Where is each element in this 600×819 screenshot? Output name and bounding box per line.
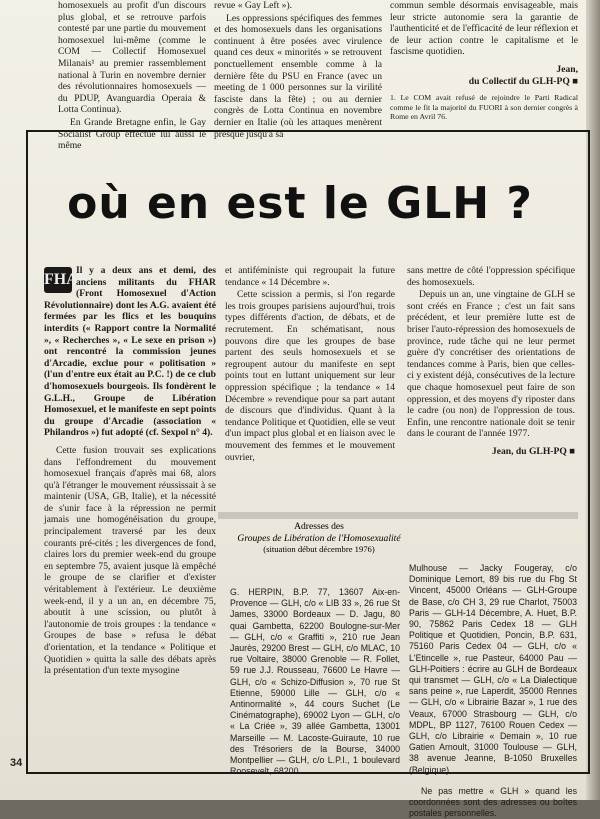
- top-column-3: [390, 0, 578, 121]
- article-column-2: [225, 265, 395, 464]
- top-col1-paragraph-1: homosexuels au profit d'un discours plus global, et se retrouve parfois contesté par une partie du mouvement homosexuel lui-même (comme le COM — Collectif Homosexuel Milanais¹ au premier rassemblement national à Turin en novembre dernier des révolutionnaires homosexuels — du PDUP, Avanguardia Operaia & Lotta Continua).: [58, 0, 206, 116]
- address-footnote: Ne pas mettre « GLH » quand les coordonnées sont des adresses ou boîtes postales personnelles.: [409, 785, 577, 819]
- page-number: 34: [10, 757, 23, 769]
- address-list-2-text: Mulhouse — Jacky Fougeray, c/o Dominique Lemort, 89 bis rue du Fbg St Vincent, 45000 Orléans — GLH-Groupe de Base, c/o CH 3, 29 rue Charlot, 75003 Paris — GLH-14 Décembre, A. Huet, B.P. 90, 75862 Paris Cedex 18 — GLH Politique et Quotidien, Poncin, B.P. 631, 75160 Paris Cedex 04 — GLH, c/o « L'Etincelle », rue Pasteur, 64000 Pau — GLH-Poitiers : écrire au GLH de Bordeaux qui transmet — GLH, c/o « La Dialectique sans peine », rue Laperdit, 35000 Rennes — GLH, c/o « Librairie Bazar », 1 rue des Veaux, 67000 Strasbourg — GLH, c/o MDPL, BP 1127, 76100 Rouen Cedex — GLH, c/o Librairie « Demain », 10 rue Gatien Arnoult, 31000 Toulouse — GLH, 38 avenue Jeanne, B-1050 Bruxelles (Belgique).: [409, 563, 577, 775]
- article-col2-p1: et antiféministe qui regroupait la future tendance « 14 Décembre ».: [225, 265, 395, 288]
- address-note: (situation début décembre 1976): [263, 544, 375, 555]
- article-col1-body: Cette fusion trouvait ses explications dans l'effondrement du mouvement homosexuel français d'après mai 68, alors qu'à l'étranger le mouvement réussissait à se maintenir (USA, GB, Italie), et la nécessité de s'unir face à la répression ne permit jamais une homogénéisation du groupe, principalement traversé par les deux courants pré-cités ; les divergences de fond, claires lors du premier week-end du groupe en septembre 75, avaient jusque là empêché le groupe de se clarifier et d'exister véritablement à l'extérieur. Le deuxième week-end, il y a un an, en décembre 75, aboutit à une scission, ou plutôt à l'autonomie de trois groupes : la tendance « Groupes de base » refusa le débat d'orientation, et la tendance « Politique et Quotidien » quitta la salle des débats après la présentation d'un texte mysogine: [44, 444, 216, 677]
- article-lead-text: Il y a deux ans et demi, des anciens militants du FHAR (Front Homosexuel d'Action Révolutionnaire) dont les A.G. avaient été fermées par les flics et les bouquins interdits (« Rapport contre la Normalité », « Recherches », « Le sexe en prison ») ont rencontré la commission jeunes d'Arcadie, exclue pour « politisation » (l'un d'entre eux était au P.C. !) de ce club d'homosexuels bourgeois. Ils fondèrent le G.L.H., Groupe de Libération Homosexuel, et le manifeste en sept points du groupe d'Arcadie (association « Philandros ») fut adopté (cf. Sexpol n° 4).: [44, 265, 216, 439]
- article-col3-p1: sans mettre de côté l'oppression spécifique des homosexuels.: [407, 265, 575, 288]
- footnote: 1. Le COM avait refusé de rejoindre le Parti Radical comme le fit la majorité du FUORI à son dernier congrès à Rome en Avril 76.: [390, 93, 578, 121]
- top-col2-paragraph-2: Les oppressions spécifiques des femmes et des homosexuels dans les organisations continuent à être posées avec virulence quand ces deux « minorités » se retrouvent ponctuellement ensemble comme à la dernière fête du PSU en France (avec un meeting de 1 000 personnes sur la virilité fasciste dans la fête) ; ou au dernier congrès de Lotta Continua en novembre dernier en Italie (où les attaques menèrent presque jusqu'à sa: [214, 12, 382, 140]
- top-col1-paragraph-2: En Grande Bretagne enfin, le Gay Socialist Group effectue lui aussi le même: [58, 116, 206, 152]
- top-signature-group: du Collectif du GLH-PQ ■: [468, 75, 578, 87]
- article-title: où en est le GLH ?: [67, 178, 533, 229]
- address-header: [224, 505, 414, 556]
- address-list-2: [409, 563, 577, 819]
- article-col3-p2: Depuis un an, une vingtaine de GLH se sont créés en France ; c'est un fait sans précédent, et leur première lutte est de briser l'auto-répression des homosexuels de province, rude tâche qui ne leur permet guère d'y concrétiser des orientations de tendances comme à Paris, bien que celles-ci y existent déjà, consécutives de la lecture que chaque homosexuel peut faire de son oppression, et des moyens d'y riposter dans le cadre (ou non) de l'oppression de tous. Enfin, une rencontre nationale doit se tenir dans le courant de l'année 1977.: [407, 289, 575, 440]
- address-subheading: Groupes de Libération de l'Homosexualité: [237, 532, 401, 544]
- article-column-3: [407, 265, 575, 458]
- address-list-1: G. HERPIN, B.P. 77, 13607 Aix-en-Provence — GLH, c/o « LIB 33 », 26 rue St James, 33000 Bordeaux — D. Jagu, 80 quai Gambetta, 62200 Boulogne-sur-Mer — GLH, c/o « Graffiti », 210 rue Jean Jaurès, 29200 Brest — GLH, c/o MLAC, 10 rue Voltaire, 38000 Grenoble — R. Follet, 59 rue J.J. Rousseau, 76600 Le Havre — GLH, c/o « Schizo-Diffusion », 70 rue St Etienne, 59000 Lille — GLH, c/o « Antinormalité », 44 cours Suchet (Le Cinématographe), 69002 Lyon — GLH, c/o « La Criée », 39 allée Gambetta, 13001 Marseille — M. Lacoste-Guiraute, 10 rue des Trésoriers de la Bourse, 34000 Montpellier — GLH, c/o L.P.I., 1 boulevard Roosevelt, 68200: [230, 587, 400, 777]
- address-heading: Adresses des: [294, 521, 344, 532]
- article-signature: Jean, du GLH-PQ ■: [491, 445, 575, 457]
- top-signature-name: Jean,: [556, 63, 578, 75]
- fhar-logo: FHAR: [44, 267, 72, 293]
- article-lead: [44, 265, 216, 439]
- top-col3-paragraph: commun semble désormais envisageable, mais leur stricte autonomie sera la garantie de l'authenticité et de l'efficacité de leur réflexion et de leur action contre le capitalisme et le fascisme quotidien.: [390, 0, 578, 58]
- top-column-2: [214, 0, 382, 141]
- top-col2-paragraph-1: revue « Gay Left »).: [214, 0, 293, 11]
- article-col2-p2: Cette scission a permis, si l'on regarde les trois groupes parisiens aujourd'hui, trois types différents d'action, de débats, et de recrutement. En schématisant, nous pouvons dire que les groupes de base partent des seuls homosexuels et se regroupent autour du manifeste en sept points tout en luttant uniquement sur leur oppression spécifique ; la tendance « 14 Décembre » revendique pour sa part autant de discours que d'individus. Quant à la tendance Politique et Quotidien, elle se veut d'un impact plus global et en liaison avec le mouvement des femmes et le mouvement ouvrier,: [225, 289, 395, 463]
- article-column-1: [44, 265, 216, 678]
